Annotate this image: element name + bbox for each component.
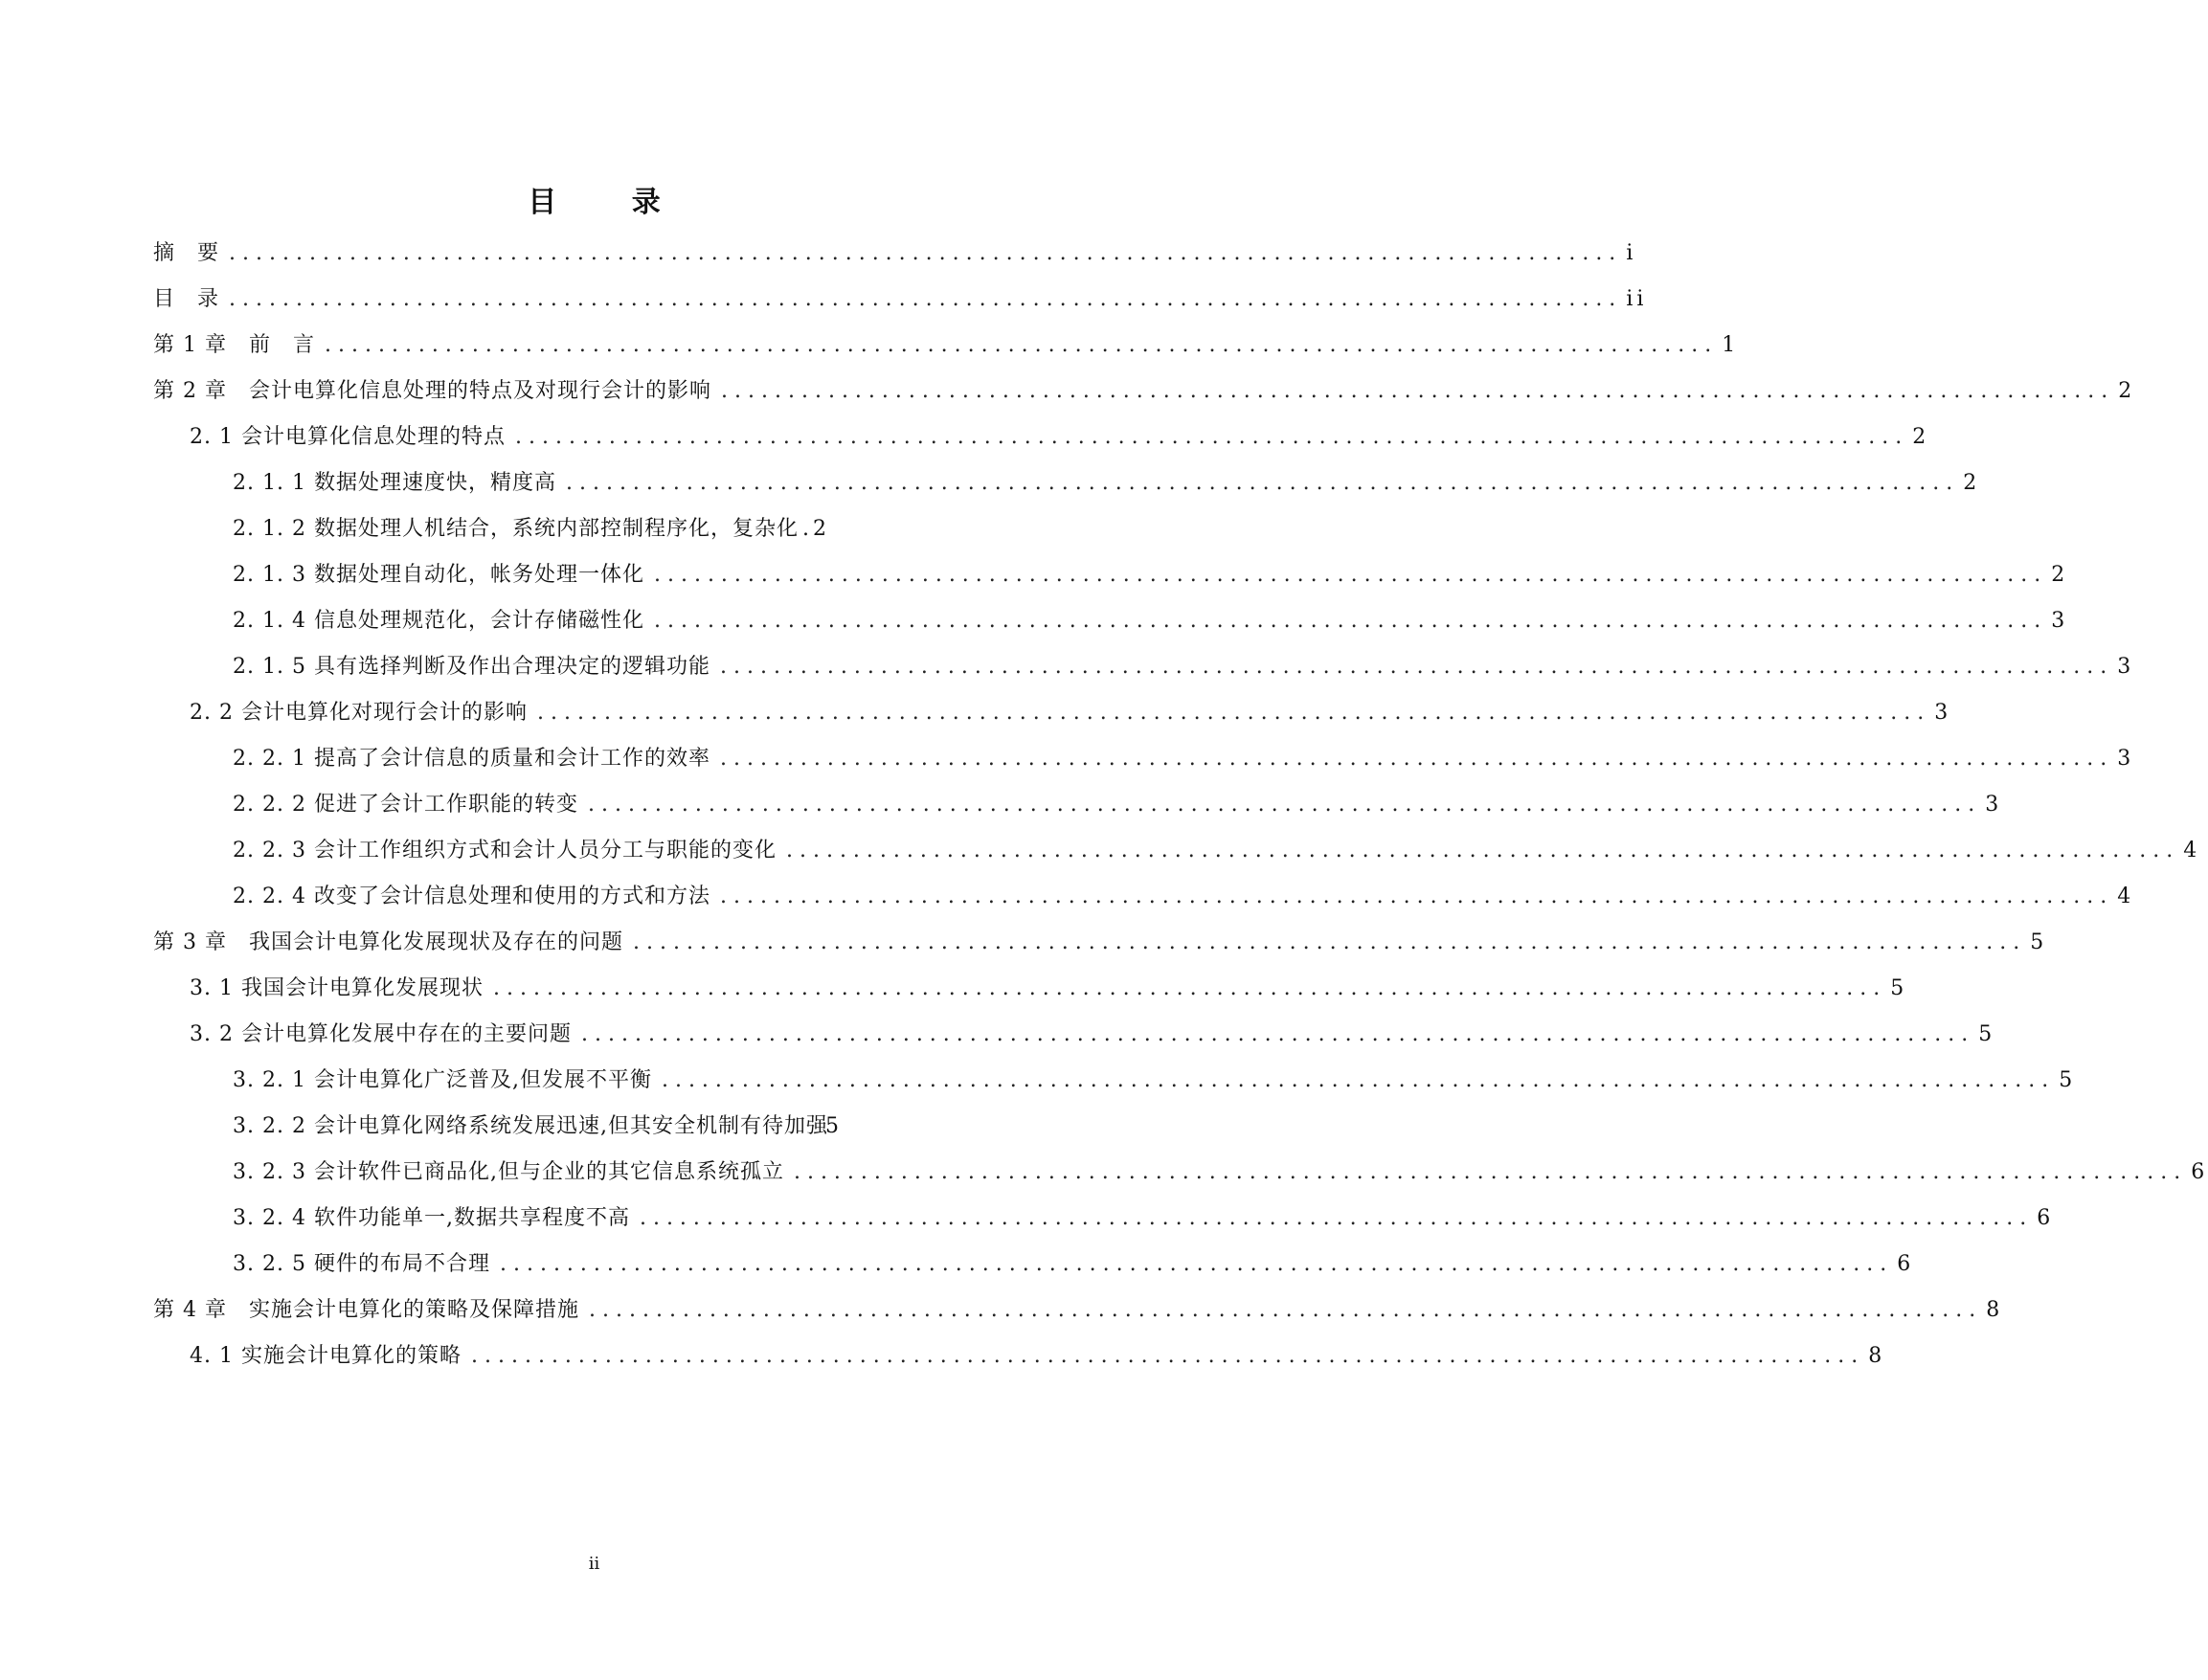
toc-entry-label: 第 2 章 会计电算化信息处理的特点及对现行会计的影响 (153, 379, 711, 403)
toc-entry[interactable] (190, 972, 1908, 1006)
toc-entry-label: 3. 2. 4 软件功能单一,数据共享程度不高 (233, 1206, 630, 1230)
toc-leader-dots: ........................................................................................................ (492, 976, 1887, 1000)
toc-entry[interactable] (190, 1018, 1996, 1052)
toc-entry[interactable] (233, 1247, 1915, 1282)
toc-entry-page: 2 (1912, 425, 1930, 449)
toc-leader-dots: ........................................................................................................ (639, 1206, 2034, 1230)
toc-leader-dots: ........................................................................................................ (793, 1160, 2188, 1184)
toc-entry-page: 8 (1986, 1298, 2004, 1322)
toc-leader-dots: ........................................................................................................ (229, 241, 1623, 265)
toc-entry-label: 3. 2. 5 硬件的布局不合理 (233, 1252, 490, 1276)
toc-entry-page: 6 (1897, 1252, 1915, 1276)
toc-entry[interactable] (153, 282, 1648, 317)
toc-entry-label: 2. 1. 5 具有选择判断及作出合理决定的逻辑功能 (233, 655, 710, 679)
page-number-footer: ii (588, 1554, 600, 1574)
toc-leader-dots: ........................................................................................................ (721, 379, 2115, 403)
toc-entry[interactable] (233, 558, 2069, 593)
toc-leader-dots: ........................................................................................................ (719, 747, 2114, 771)
toc-entry[interactable] (153, 374, 2136, 409)
toc-entry-page: 3 (2051, 609, 2069, 633)
toc-entry-page: 3 (1934, 701, 1952, 725)
toc-entry-page: 5 (1978, 1022, 1996, 1046)
toc-leader-dots: ........................................................................................................ (324, 333, 1719, 357)
toc-entry-page: 5 (1890, 976, 1908, 1000)
toc-leader-dots: ........................................................................................................ (661, 1068, 2056, 1092)
toc-entry-label: 3. 1 我国会计电算化发展现状 (190, 976, 484, 1000)
toc-entry-page: i (1626, 241, 1637, 265)
toc-entry-page: 5 (825, 1114, 839, 1138)
toc-entry[interactable] (233, 512, 896, 547)
toc-entry[interactable] (233, 880, 2135, 914)
toc-entry-page: 1 (1722, 333, 1740, 357)
toc-entry[interactable] (233, 834, 2201, 868)
toc-entry-label: 2. 2. 4 改变了会计信息处理和使用的方式和方法 (233, 885, 710, 908)
toc-leader-dots: ........................................................................................................ (470, 1344, 1865, 1368)
toc-leader-dots: ........................................................................................................ (580, 1022, 1975, 1046)
toc-entry-label: 4. 1 实施会计电算化的策略 (190, 1344, 462, 1368)
toc-entry[interactable] (233, 650, 2135, 684)
toc-entry-page: 3 (1985, 793, 2003, 817)
toc-entry-label: 3. 2 会计电算化发展中存在的主要问题 (190, 1022, 572, 1046)
toc-leader-dots: ........................................................................................................ (633, 930, 2027, 954)
toc-leader-dots: ........................................................................................................ (719, 655, 2114, 679)
toc-entry-label: 2. 1. 2 数据处理人机结合，系统内部控制程序化，复杂化 (233, 517, 799, 541)
toc-entry-label: 2. 2. 2 促进了会计工作职能的转变 (233, 793, 578, 817)
toc-entry-page: 2 (1963, 471, 1981, 495)
toc-entry-page: 4 (2117, 885, 2135, 908)
toc-entry-label: 第 1 章 前 言 (153, 333, 315, 357)
toc-leader-dots: ........................................................................................................ (785, 839, 2180, 862)
toc-entry-page: 8 (1868, 1344, 1886, 1368)
toc-entry[interactable] (233, 604, 2069, 638)
toc-leader-dots: ........................................................................................................ (499, 1252, 1894, 1276)
toc-leader-dots: ........................................................................................................ (719, 885, 2114, 908)
toc-entry-label: 2. 1. 4 信息处理规范化，会计存储磁性化 (233, 609, 644, 633)
toc-entry-label: 2. 2 会计电算化对现行会计的影响 (190, 701, 528, 725)
toc-entry[interactable] (233, 1201, 2055, 1236)
toc-entry-page: 6 (2037, 1206, 2055, 1230)
toc-entry-label: 目 录 (153, 287, 220, 311)
toc-entry[interactable] (233, 788, 2003, 822)
toc-entry-page: 3 (2117, 747, 2135, 771)
toc-entry-label: 摘 要 (153, 241, 220, 265)
toc-entry[interactable] (190, 1339, 1886, 1374)
toc-entry[interactable] (153, 328, 1740, 363)
toc-entry-page: 4 (2183, 839, 2201, 862)
toc-leader-dots: ........................................................................................................ (587, 793, 1982, 817)
toc-entry[interactable] (190, 696, 1952, 730)
toc-entry[interactable] (153, 236, 1637, 271)
toc-entry-label: 3. 2. 2 会计电算化网络系统发展迅速,但其安全机制有待加强 (233, 1114, 828, 1138)
toc-entry-label: 2. 1. 1 数据处理速度快，精度高 (233, 471, 556, 495)
toc-entry-page: 5 (2059, 1068, 2077, 1092)
toc-entry[interactable] (233, 742, 2135, 776)
toc-entry-page: 6 (2191, 1160, 2208, 1184)
toc-entry[interactable] (233, 1109, 896, 1144)
toc-entry[interactable] (233, 1064, 2077, 1098)
toc-leader-dots: ........................................................................................................ (589, 1298, 1983, 1322)
toc-entry-page: 5 (2030, 930, 2048, 954)
toc-entry-label: 第 3 章 我国会计电算化发展现状及存在的问题 (153, 930, 623, 954)
toc-entry-page: 2 (2118, 379, 2136, 403)
toc-entry-page: ii (1626, 287, 1648, 311)
toc-entry[interactable] (153, 1293, 2004, 1328)
toc-leader-dots: ........................................................................................................ (653, 609, 2048, 633)
toc-entry[interactable] (233, 1155, 2208, 1190)
toc-leader-dots: ........................................................................................................ (514, 425, 1909, 449)
toc-entry-label: 2. 2. 3 会计工作组织方式和会计人员分工与职能的变化 (233, 839, 777, 862)
toc-entry-label: 2. 2. 1 提高了会计信息的质量和会计工作的效率 (233, 747, 710, 771)
toc-entry-page: 3 (2117, 655, 2135, 679)
toc-leader-dots: ........................................................................................................ (565, 471, 1960, 495)
toc-entry[interactable] (190, 420, 1930, 455)
toc-entry-label: 2. 1. 3 数据处理自动化，帐务处理一体化 (233, 563, 644, 587)
toc-entry-label: 3. 2. 1 会计电算化广泛普及,但发展不平衡 (233, 1068, 652, 1092)
toc-leader-dots: ........................................................................................................ (653, 563, 2048, 587)
toc-leader-dots: ........................................................................................................ (536, 701, 1931, 725)
toc-leader-dots: ........................................................................................................ (229, 287, 1623, 311)
toc-entry-label: 第 4 章 实施会计电算化的策略及保障措施 (153, 1298, 579, 1322)
toc-entry[interactable] (233, 466, 1981, 501)
toc-entry-page: 2 (2051, 563, 2069, 587)
toc-entry-page: .2 (801, 517, 830, 541)
toc-entry[interactable] (153, 926, 2048, 960)
toc-entry-label: 3. 2. 3 会计软件已商品化,但与企业的其它信息系统孤立 (233, 1160, 784, 1184)
toc-entry-label: 2. 1 会计电算化信息处理的特点 (190, 425, 506, 449)
page-title: 目 录 (528, 186, 693, 219)
